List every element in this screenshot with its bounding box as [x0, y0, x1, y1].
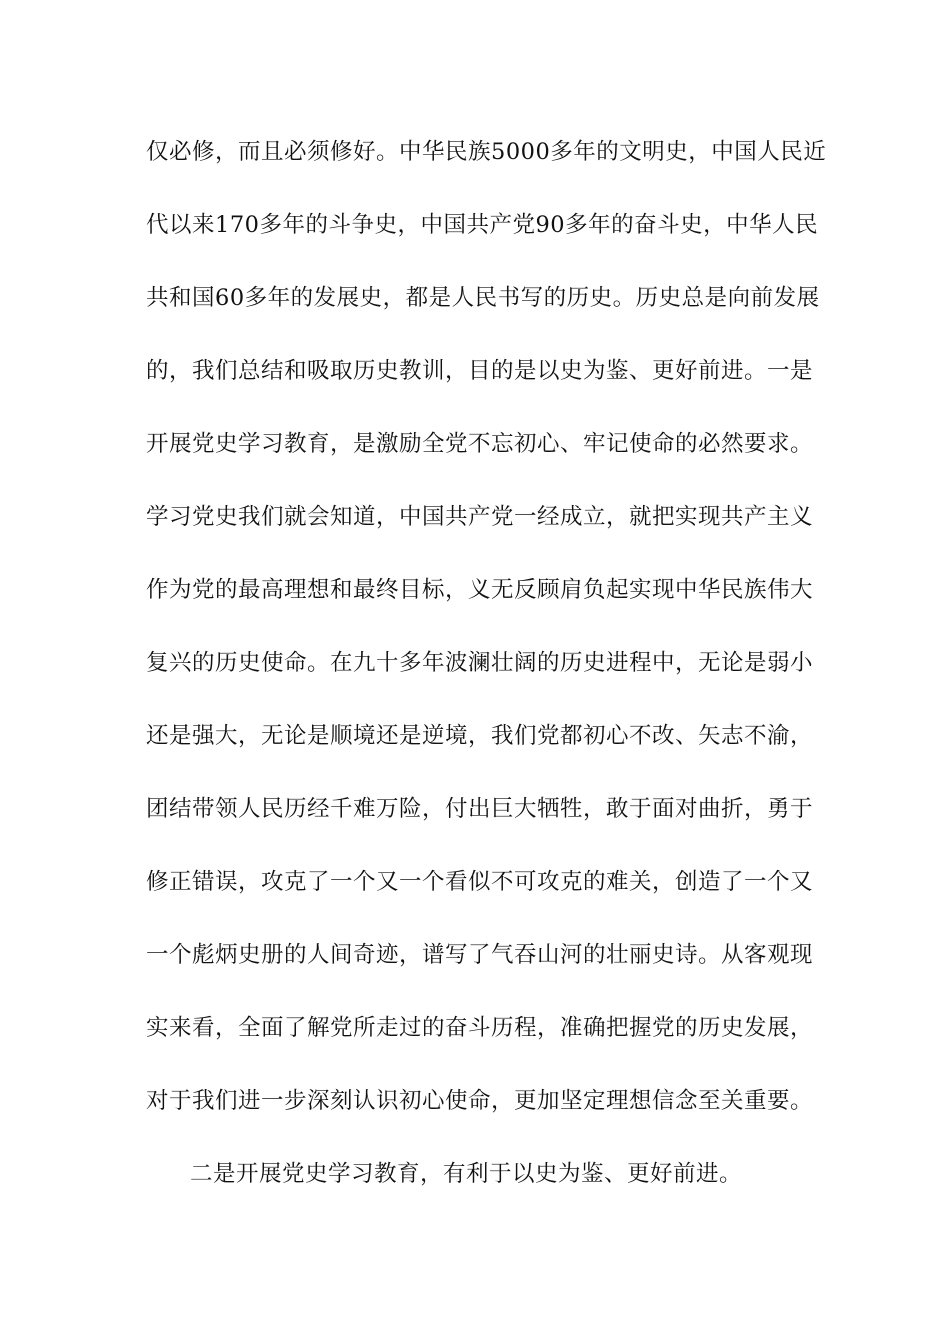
text-line: 学习党史我们就会知道，中国共产党一经成立，就把实现共产主义: [146, 504, 814, 530]
text-line: 复兴的历史使命。在九十多年波澜壮阔的历史进程中，无论是弱小: [146, 650, 814, 676]
text-line: 对于我们进一步深刻认识初心使命，更加坚定理想信念至关重要。: [146, 1088, 814, 1114]
text-line: 修正错误，攻克了一个又一个看似不可攻克的难关，创造了一个又: [146, 869, 814, 895]
text-line: 仅必修，而且必须修好。中华民族5000多年的文明史，中国人民近: [146, 139, 827, 165]
text-line: 实来看，全面了解党所走过的奋斗历程，准确把握党的历史发展，: [146, 1015, 814, 1041]
text-line: 还是强大，无论是顺境还是逆境，我们党都初心不改、矢志不渝，: [146, 723, 814, 749]
text-line: 一个彪炳史册的人间奇迹，谱写了气吞山河的壮丽史诗。从客观现: [146, 942, 814, 968]
text-line: 共和国60多年的发展史，都是人民书写的历史。历史总是向前发展: [146, 285, 820, 311]
text-line: 代以来170多年的斗争史，中国共产党90多年的奋斗史，中华人民: [146, 212, 819, 238]
text-line: 的，我们总结和吸取历史教训，目的是以史为鉴、更好前进。一是: [146, 358, 814, 384]
text-line: 作为党的最高理想和最终目标，义无反顾肩负起实现中华民族伟大: [146, 577, 814, 603]
paragraph-start-line: 二是开展党史学习教育，有利于以史为鉴、更好前进。: [190, 1161, 743, 1187]
text-line: 团结带领人民历经千难万险，付出巨大牺牲，敢于面对曲折，勇于: [146, 796, 814, 822]
text-line: 开展党史学习教育，是激励全党不忘初心、牢记使命的必然要求。: [146, 431, 814, 457]
